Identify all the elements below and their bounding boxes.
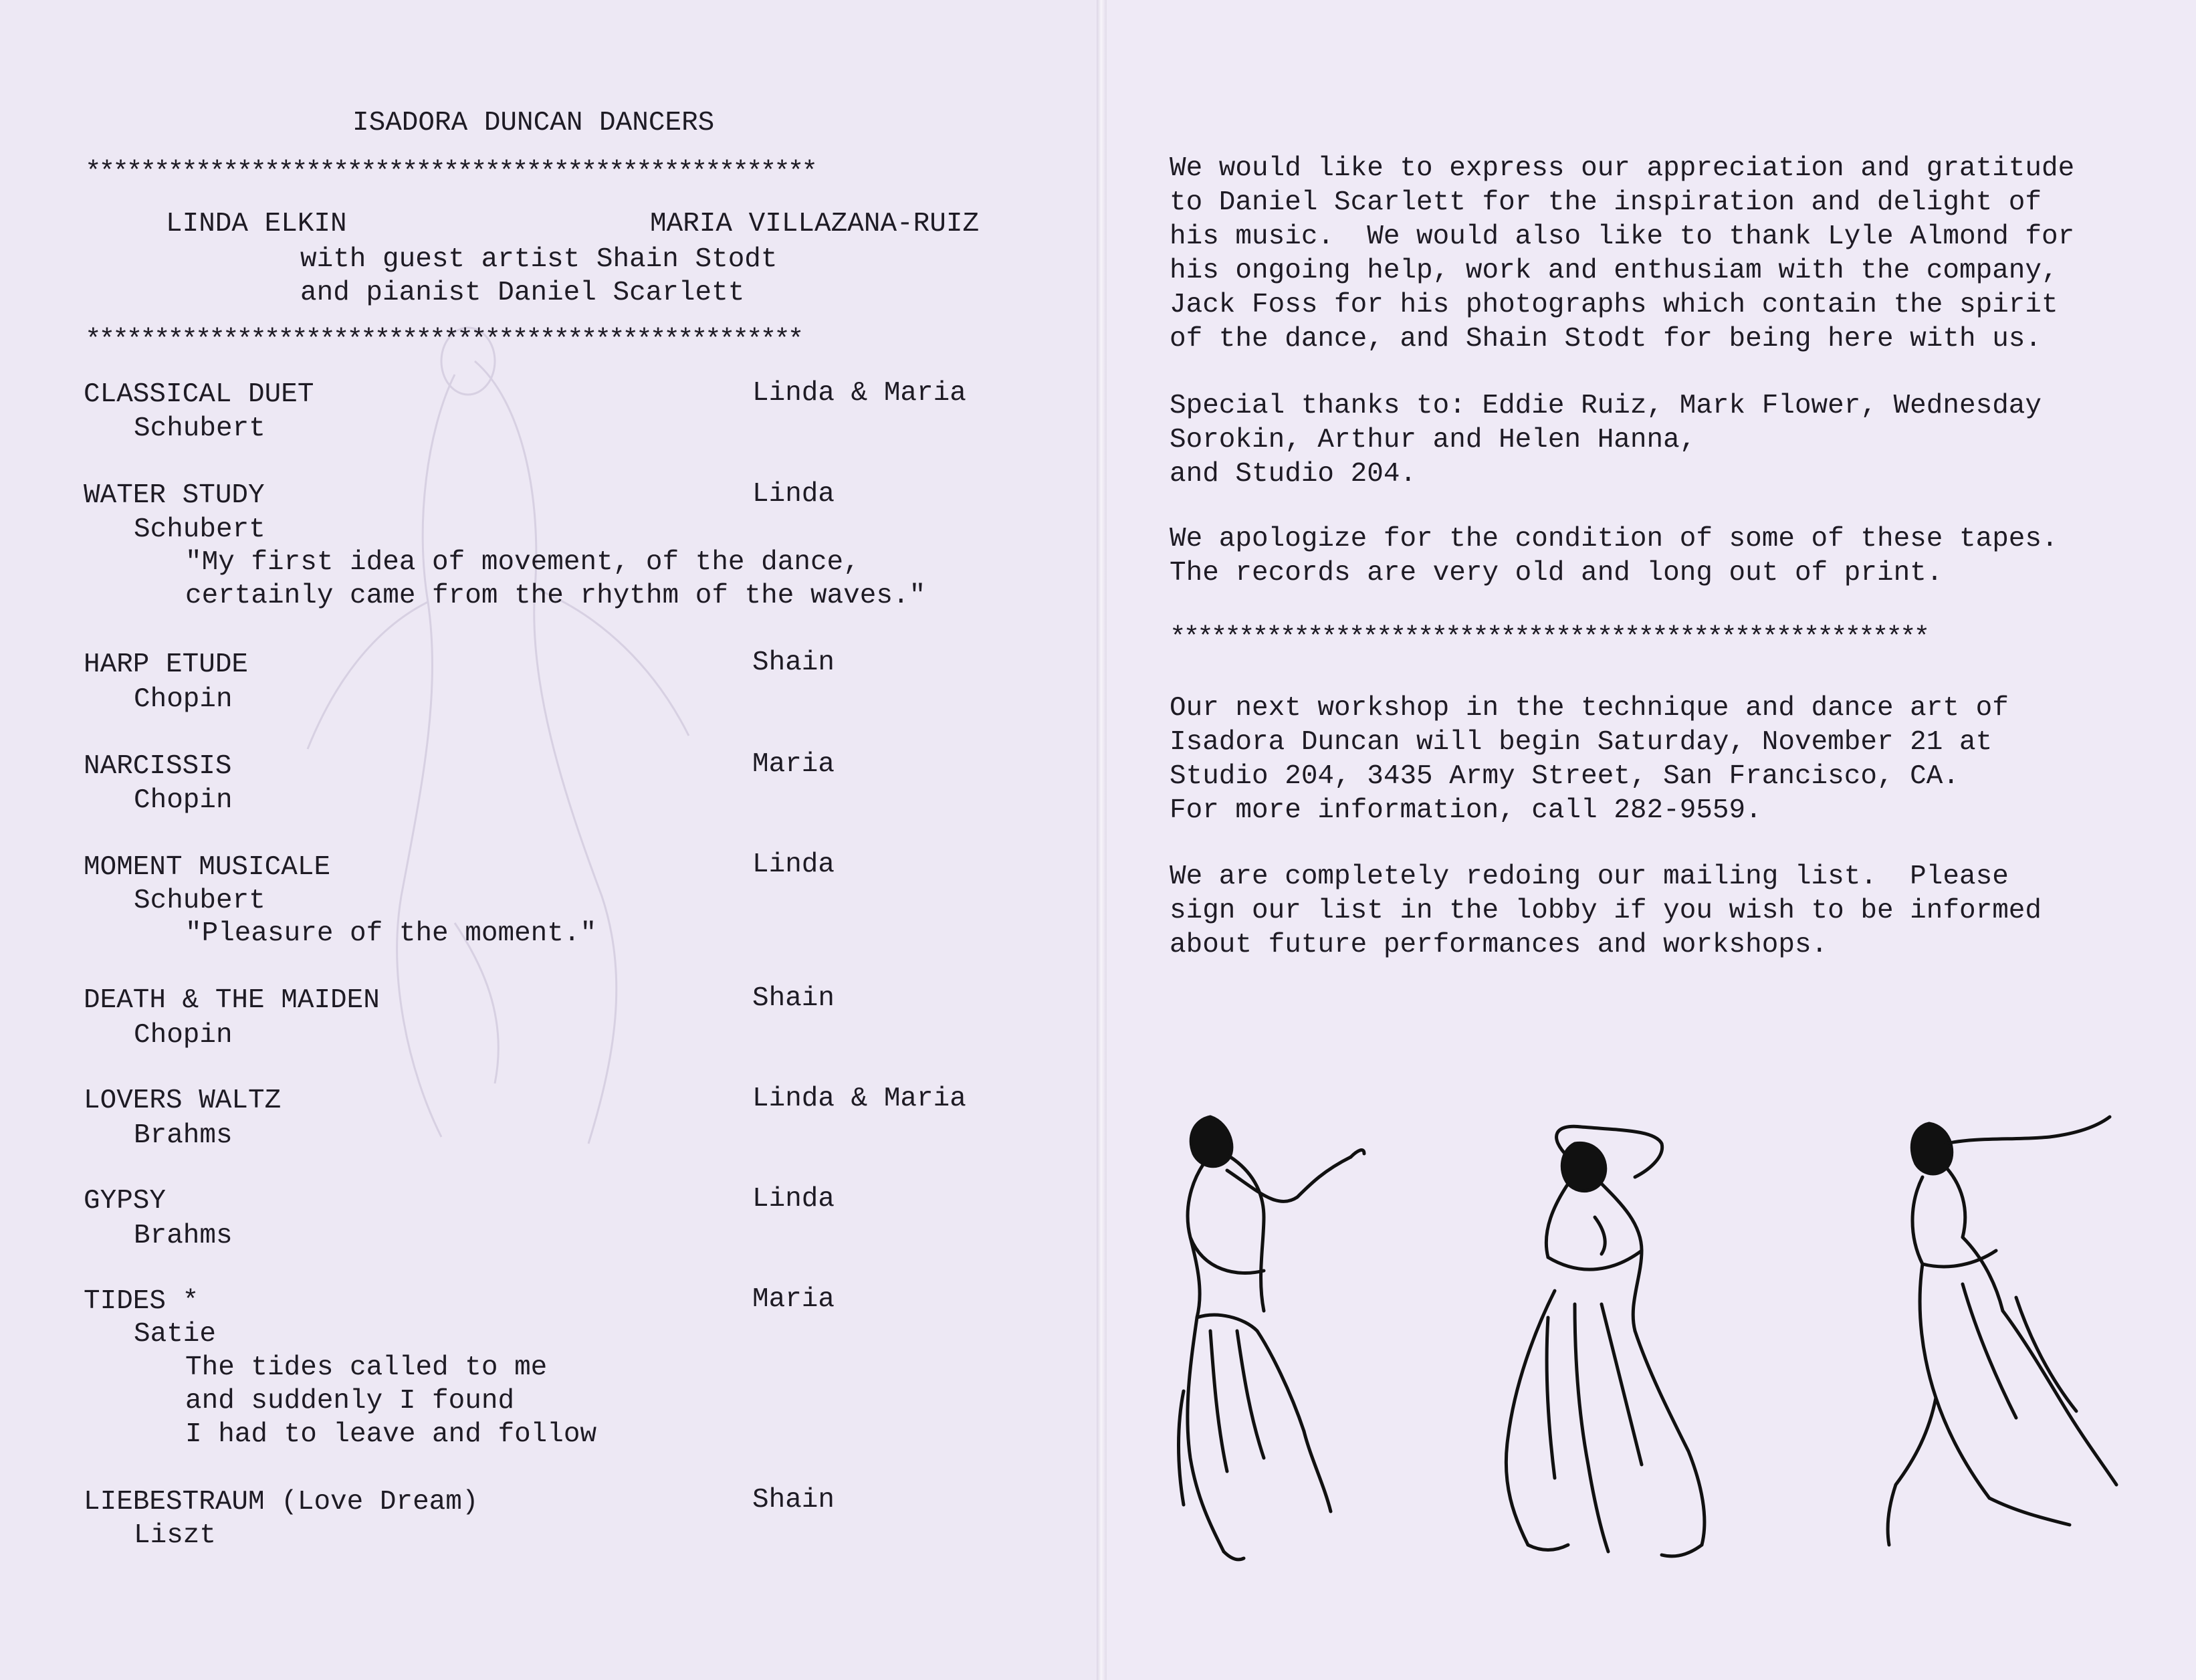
program-title: LOVERS WALTZ [84, 1085, 282, 1116]
program-composer: Liszt [134, 1520, 217, 1551]
program-title: WATER STUDY [84, 480, 265, 511]
program-title: GYPSY [84, 1186, 167, 1217]
program-composer: Chopin [134, 684, 233, 715]
paragraph-line: of the dance, and Shain Stodt for being here with us. [1170, 324, 2042, 354]
divider-stars-top: ***************************************************** [85, 157, 816, 188]
program-note: "Pleasure of the moment." [185, 918, 597, 949]
program-note: The tides called to me [185, 1352, 548, 1383]
paragraph-line: We apologize for the condition of some of these tapes. [1170, 524, 2058, 554]
special-thanks-paragraph [1170, 389, 2042, 492]
program-performer: Linda & Maria [752, 1083, 966, 1114]
program-composer: Brahms [134, 1120, 233, 1151]
paragraph-line: We would like to express our appreciation and gratitude [1170, 153, 2075, 184]
paragraph-line: his music. We would also like to thank Lyle Almond for [1170, 221, 2075, 252]
program-composer: Chopin [134, 1020, 233, 1051]
paragraph-line: his ongoing help, work and enthusiam with the company, [1170, 255, 2058, 286]
paragraph-line: sign our list in the lobby if you wish to be informed [1170, 896, 2042, 926]
program-note: certainly came from the rhythm of the waves." [185, 581, 926, 611]
program-performer: Shain [752, 1485, 835, 1515]
bleed-through-sketch [254, 321, 736, 1190]
paragraph-line: Special thanks to: Eddie Ruiz, Mark Flower, Wednesday [1170, 391, 2042, 421]
program-title: DEATH & THE MAIDEN [84, 985, 380, 1016]
dancer-illustration-left [1164, 1110, 1391, 1565]
paragraph-line: Isadora Duncan will begin Saturday, November 21 at [1170, 727, 1993, 758]
paragraph-line: Studio 204, 3435 Army Street, San Francisco, CA. [1170, 761, 1959, 792]
dancer-name-1: LINDA ELKIN [166, 209, 347, 239]
program-performer: Linda [752, 1184, 835, 1215]
mailing-list-paragraph [1170, 860, 2042, 962]
paragraph-line: Sorokin, Arthur and Helen Hanna, [1170, 425, 1696, 455]
acknowledgement-paragraph [1170, 152, 2074, 356]
program-composer: Brahms [134, 1221, 233, 1251]
right-panel [1107, 0, 2196, 1680]
program-composer: Schubert [134, 514, 265, 545]
paragraph-line: Jack Foss for his photographs which contain the spirit [1170, 290, 2058, 320]
program-performer: Shain [752, 983, 835, 1014]
workshop-paragraph [1170, 692, 2009, 828]
program-composer: Schubert [134, 885, 265, 916]
company-title: ISADORA DUNCAN DANCERS [352, 108, 715, 138]
program-performer: Linda [752, 479, 835, 510]
paragraph-line: For more information, call 282-9559. [1170, 795, 1762, 826]
program-title: HARP ETUDE [84, 649, 249, 680]
paragraph-line: and Studio 204. [1170, 459, 1417, 490]
pianist-line: and pianist Daniel Scarlett [300, 278, 745, 308]
program-note: "My first idea of movement, of the dance, [185, 547, 860, 578]
program-title: TIDES * [84, 1286, 199, 1317]
center-fold [1097, 0, 1107, 1680]
paragraph-line: The records are very old and long out of print. [1170, 558, 1943, 589]
program-title: CLASSICAL DUET [84, 379, 314, 410]
guest-artist-line: with guest artist Shain Stodt [300, 244, 778, 275]
program-note: I had to leave and follow [185, 1419, 597, 1450]
divider-stars: ******************************************************* [1170, 623, 1928, 653]
program-performer: Shain [752, 647, 835, 678]
dancer-illustration-right [1882, 1110, 2123, 1552]
program-composer: Satie [134, 1319, 217, 1350]
program-note: and suddenly I found [185, 1386, 515, 1416]
paragraph-line: Our next workshop in the technique and dance art of [1170, 693, 2009, 724]
dancer-name-2: MARIA VILLAZANA-RUIZ [650, 209, 980, 239]
program-title: MOMENT MUSICALE [84, 852, 331, 883]
divider-stars-bottom: **************************************************** [85, 325, 802, 356]
apology-paragraph [1170, 522, 2058, 591]
paragraph-line: We are completely redoing our mailing list. Please [1170, 861, 2009, 892]
paragraph-line: about future performances and workshops. [1170, 930, 1828, 960]
program-performer: Maria [752, 1284, 835, 1315]
paragraph-line: to Daniel Scarlett for the inspiration and delight of [1170, 187, 2042, 218]
program-performer: Maria [752, 749, 835, 780]
program-composer: Schubert [134, 413, 265, 444]
left-panel [0, 0, 1097, 1680]
program-performer: Linda & Maria [752, 378, 966, 409]
program-title: NARCISSIS [84, 751, 232, 782]
dancer-illustration-center [1488, 1117, 1729, 1565]
program-composer: Chopin [134, 785, 233, 816]
program-title: LIEBESTRAUM (Love Dream) [84, 1487, 479, 1517]
program-performer: Linda [752, 849, 835, 880]
